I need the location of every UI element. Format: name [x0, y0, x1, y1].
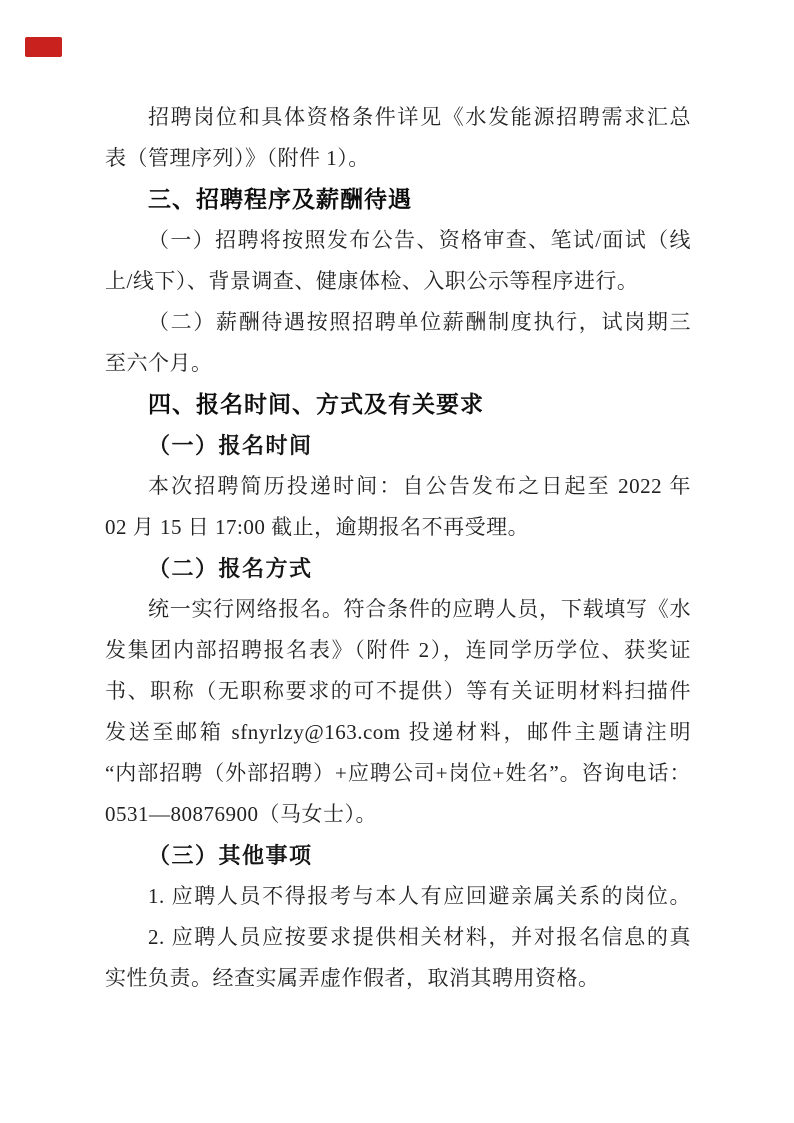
text-line: 上/线下）、背景调查、健康体检、入职公示等程序进行。 [105, 269, 639, 293]
text-line: 发集团内部招聘报名表》（附件 2），连同学历学位、获奖证 [105, 638, 691, 662]
text-line: 三、招聘程序及薪酬待遇 [148, 186, 412, 212]
text-line: （二）报名方式 [148, 556, 313, 581]
text-line: （三）其他事项 [148, 843, 313, 868]
text-line: 四、报名时间、方式及有关要求 [148, 391, 484, 417]
text-line: （一）招聘将按照发布公告、资格审查、笔试/面试（线 [148, 228, 691, 252]
text-line: 2. 应聘人员应按要求提供相关材料，并对报名信息的真 [148, 925, 691, 949]
red-stamp-marker [25, 37, 62, 57]
text-line: 1. 应聘人员不得报考与本人有应回避亲属关系的岗位。 [148, 884, 691, 908]
text-line: （一）报名时间 [148, 433, 313, 458]
text-line: “内部招聘（外部招聘）+应聘公司+岗位+姓名”。咨询电话： [105, 761, 691, 785]
text-line: 表（管理序列）》（附件 1）。 [105, 146, 370, 170]
text-line: 统一实行网络报名。符合条件的应聘人员，下载填写《水 [148, 597, 691, 621]
text-line: 本次招聘简历投递时间：自公告发布之日起至 2022 年 [148, 474, 691, 498]
text-line: 发送至邮箱 sfnyrlzy@163.com 投递材料，邮件主题请注明 [105, 720, 691, 744]
text-line: 书、职称（无职称要求的可不提供）等有关证明材料扫描件 [105, 679, 691, 703]
text-line: 招聘岗位和具体资格条件详见《水发能源招聘需求汇总 [148, 105, 691, 129]
text-line: 至六个月。 [105, 351, 213, 375]
document-text-block [105, 97, 691, 999]
text-line: 02 月 15 日 17:00 截止，逾期报名不再受理。 [105, 515, 530, 539]
text-line: 实性负责。经查实属弄虚作假者，取消其聘用资格。 [105, 966, 600, 990]
text-line: （二）薪酬待遇按照招聘单位薪酬制度执行，试岗期三 [148, 310, 691, 334]
text-line: 0531—80876900（马女士）。 [105, 802, 377, 826]
